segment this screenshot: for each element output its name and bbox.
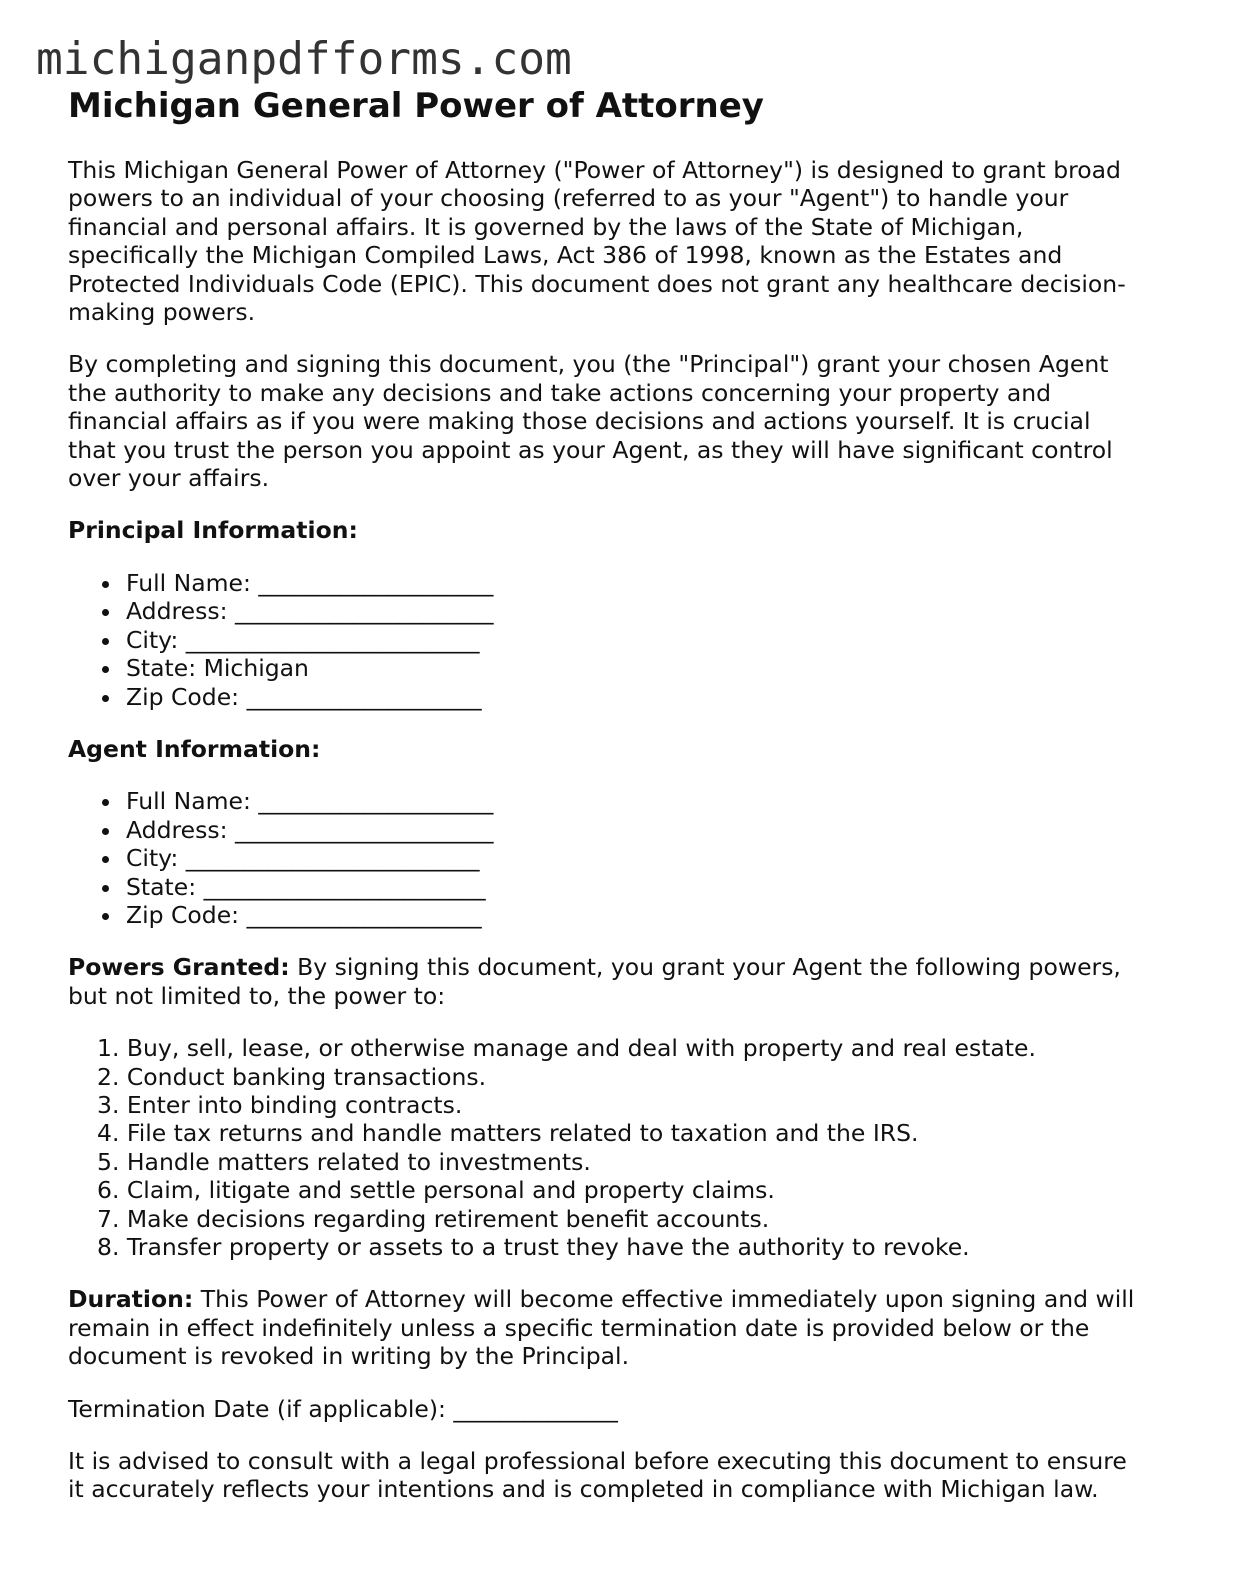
- powers-line: but not limited to, the power to:: [68, 981, 446, 1010]
- powers-label: Powers Granted:: [68, 953, 290, 982]
- power-item: 7. Make decisions regarding retirement benefit accounts.: [97, 1204, 770, 1233]
- authority-line: the authority to make any decisions and take actions concerning your property and: [68, 378, 1052, 407]
- intro-line: making powers.: [68, 298, 256, 327]
- duration-line: This Power of Attorney will become effective immediately upon signing and will: [193, 1285, 1135, 1314]
- authority-line: financial affairs as if you were making those decisions and actions yourself. It is crucial: [68, 407, 1091, 436]
- duration-line: remain in effect indefinitely unless a specific termination date is provided below or the: [68, 1313, 1090, 1342]
- document-title: Michigan General Power of Attorney: [68, 86, 764, 126]
- agent-fields: [68, 787, 1178, 929]
- intro-line: powers to an individual of your choosing (referred to as your "Agent") to handle your: [68, 184, 1069, 213]
- principal-address-field[interactable]: Address: ______________________: [68, 597, 1178, 625]
- intro-line: Protected Individuals Code (EPIC). This document does not grant any healthcare decision-: [68, 269, 1126, 298]
- authority-line: By completing and signing this document, you (the "Principal") grant your chosen Agent: [68, 350, 1109, 379]
- agent-state-field[interactable]: State: ________________________: [68, 873, 1178, 901]
- power-item: 4. File tax returns and handle matters related to taxation and the IRS.: [97, 1119, 919, 1148]
- principal-zip-field[interactable]: Zip Code: ____________________: [68, 683, 1178, 711]
- principal-fields: [68, 569, 1178, 711]
- power-item: 3. Enter into binding contracts.: [97, 1090, 463, 1119]
- power-item: 5. Handle matters related to investments.: [97, 1147, 591, 1176]
- intro-line: financial and personal affairs. It is governed by the laws of the State of Michigan,: [68, 212, 1024, 241]
- advice-line: it accurately reflects your intentions and is completed in compliance with Michigan law.: [68, 1475, 1099, 1504]
- principal-state-field: State: Michigan: [68, 654, 1178, 682]
- principal-full-name-field[interactable]: Full Name: ____________________: [68, 569, 1178, 597]
- duration-paragraph: [68, 1285, 1178, 1370]
- intro-line: This Michigan General Power of Attorney ("Power of Attorney") is designed to grant broad: [68, 156, 1121, 184]
- agent-heading: Agent Information:: [68, 734, 321, 763]
- authority-paragraph: [68, 350, 1178, 492]
- advice-paragraph: [68, 1447, 1178, 1504]
- power-item: 8. Transfer property or assets to a trust they have the authority to revoke.: [97, 1233, 970, 1261]
- power-item: 1. Buy, sell, lease, or otherwise manage and deal with property and real estate.: [97, 1034, 1036, 1063]
- powers-line: By signing this document, you grant your Agent the following powers,: [289, 953, 1121, 982]
- intro-line: specifically the Michigan Compiled Laws, Act 386 of 1998, known as the Estates and: [68, 241, 1063, 270]
- intro-paragraph: [68, 156, 1178, 326]
- principal-city-field[interactable]: City: _________________________: [68, 626, 1178, 654]
- powers-paragraph: [68, 953, 1178, 1010]
- termination-date-field[interactable]: Termination Date (if applicable): ______________: [68, 1394, 618, 1423]
- agent-zip-field[interactable]: Zip Code: ____________________: [68, 901, 1178, 929]
- powers-list: [68, 1034, 1178, 1261]
- document-body: [68, 84, 1178, 1504]
- duration-line: document is revoked in writing by the Principal.: [68, 1342, 630, 1371]
- advice-line: It is advised to consult with a legal professional before executing this document to ensure: [68, 1447, 1127, 1476]
- agent-city-field[interactable]: City: _________________________: [68, 844, 1178, 872]
- power-item: 2. Conduct banking transactions.: [97, 1062, 487, 1091]
- authority-line: over your affairs.: [68, 464, 270, 493]
- power-item: 6. Claim, litigate and settle personal and property claims.: [97, 1176, 775, 1205]
- agent-full-name-field[interactable]: Full Name: ____________________: [68, 787, 1178, 815]
- principal-heading: Principal Information:: [68, 516, 358, 545]
- site-watermark: michiganpdfforms.com: [36, 34, 572, 85]
- agent-address-field[interactable]: Address: ______________________: [68, 816, 1178, 844]
- duration-label: Duration:: [68, 1285, 194, 1314]
- authority-line: that you trust the person you appoint as your Agent, as they will have significant control: [68, 435, 1113, 464]
